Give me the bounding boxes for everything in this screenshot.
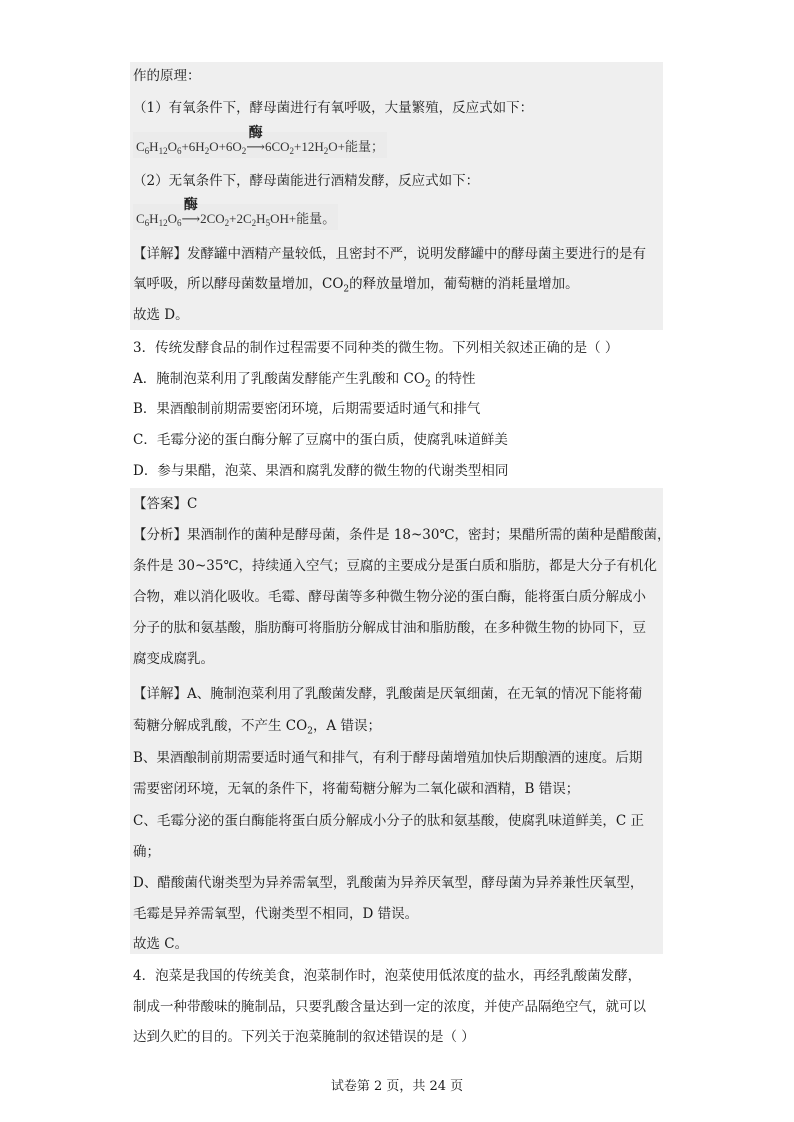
detail-line: 【详解】A、腌制泡菜利用了乳酸菌发酵，乳酸菌是厌氧细菌，在无氧的情况下能将葡	[133, 686, 643, 702]
reaction-formula-anaerobic: $C_6H_{12}O_6$ 酶 $⟶2CO_2+2C_2H_5OH+$能量。	[133, 204, 338, 230]
reaction-arrow: 酶 ⟶	[246, 132, 265, 162]
question-3-option-a: A．腌制泡菜利用了乳酸菌发酵能产生乳酸和 $CO_2$ 的特性	[133, 371, 476, 390]
analysis-line: 分子的肽和氨基酸，脂肪酶可将脂肪分解成甘油和脂肪酸，在多种微生物的协同下，豆	[133, 620, 646, 636]
text-line: 故选 D。	[133, 307, 189, 323]
question-4-line: 达到久贮的目的。下列关于泡菜腌制的叙述错误的是（ ）	[133, 1029, 475, 1045]
analysis-line: 【分析】果酒制作的菌种是酵母菌，条件是 18~30℃，密封；果醋所需的菌种是醋酸菌，	[133, 527, 671, 543]
reaction-formula-aerobic: $C_6H_{12}O_6+6H_2O+6O_2$ 酶 $⟶6CO_2+12H_2O+$能量；	[133, 132, 387, 158]
detail-line: D、醋酸菌代谢类型为异养需氧型，乳酸菌为异养厌氧型，酵母菌为异养兼性厌氧型，	[133, 875, 644, 891]
catalyst-label: 酶	[248, 125, 263, 141]
question-4-line: 制成一种带酸味的腌制品，只要乳酸含量达到一定的浓度，并使产品隔绝空气，就可以	[133, 999, 646, 1015]
analysis-line: 合物，难以消化吸收。毛霉、酵母菌等多种微生物分泌的蛋白酶，能将蛋白质分解成小	[133, 589, 646, 605]
text-line: 作的原理：	[133, 68, 201, 84]
text-line: （2）无氧条件下，酵母菌能进行酒精发酵，反应式如下：	[133, 173, 480, 189]
question-3-option-d: D．参与果醋，泡菜、果酒和腐乳发酵的微生物的代谢类型相同	[133, 463, 509, 479]
question-3-option-b: B．果酒酿制前期需要密闭环境，后期需要适时通气和排气	[133, 401, 481, 417]
detail-line: 需要密闭环境，无氧的条件下，将葡萄糖分解为二氧化碳和酒精，B 错误；	[133, 781, 580, 797]
text-line: 【详解】发酵罐中酒精产量较低，且密封不严，说明发酵罐中的酵母菌主要进行的是有	[133, 246, 646, 262]
detail-line: 确；	[133, 844, 160, 860]
page-footer: 试卷第 2 页，共 24 页	[330, 1079, 464, 1094]
detail-line: B、果酒酿制前期需要适时通气和排气，有利于酵母菌增殖加快后期酿酒的速度。后期	[133, 750, 643, 766]
answer-label: 【答案】C	[133, 496, 198, 512]
detail-line: 萄糖分解成乳酸，不产生 $CO_2$，A 错误；	[133, 718, 381, 737]
detail-line: C、毛霉分泌的蛋白酶能将蛋白质分解成小分子的肽和氨基酸，使腐乳味道鲜美，C 正	[133, 813, 644, 829]
analysis-line: 腐变成腐乳。	[133, 651, 214, 667]
text-line: 氧呼吸，所以酵母菌数量增加，$CO_2$的释放量增加，葡萄糖的消耗量增加。	[133, 276, 579, 295]
reaction-arrow: 酶 ⟶	[181, 204, 200, 234]
catalyst-label: 酶	[183, 197, 198, 213]
analysis-line: 条件是 30~35℃，持续通入空气；豆腐的主要成分是蛋白质和脂肪，都是大分子有机化	[133, 558, 658, 574]
question-3-stem: 3．传统发酵食品的制作过程需要不同种类的微生物。下列相关叙述正确的是（ ）	[133, 340, 619, 356]
question-3-option-c: C．毛霉分泌的蛋白酶分解了豆腐中的蛋白质，使腐乳味道鲜美	[133, 432, 508, 448]
detail-line: 毛霉是异养需氧型，代谢类型不相同，D 错误。	[133, 906, 419, 922]
detail-line: 故选 C。	[133, 936, 189, 952]
question-4-line: 4．泡菜是我国的传统美食，泡菜制作时，泡菜使用低浓度的盐水，再经乳酸菌发酵，	[133, 968, 642, 984]
text-line: （1）有氧条件下，酵母菌进行有氧呼吸，大量繁殖，反应式如下：	[133, 100, 534, 116]
